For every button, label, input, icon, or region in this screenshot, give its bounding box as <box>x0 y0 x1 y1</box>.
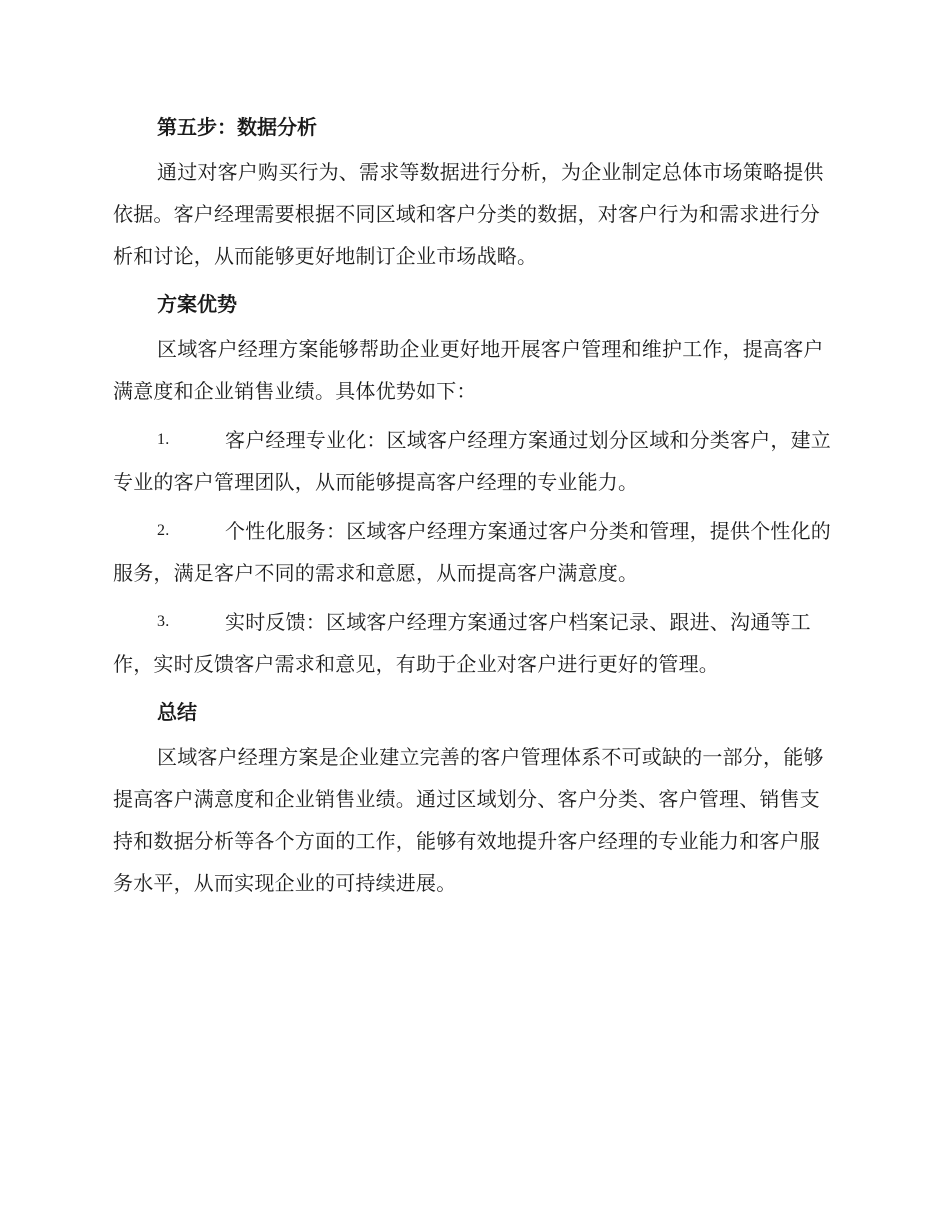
step5-paragraph: 通过对客户购买行为、需求等数据进行分析，为企业制定总体市场策略提供依据。客户经理需要根据不同区域和客户分类的数据，对客户行为和需求进行分析和讨论，从而能够更好地制订企业市场战略。 <box>113 160 824 268</box>
step5-heading: 第五步：数据分析 <box>157 115 317 139</box>
summary-heading: 总结 <box>157 700 197 724</box>
advantage-item-3 <box>113 601 835 685</box>
document-page <box>113 107 835 911</box>
list-number: 3. <box>157 613 170 630</box>
list-number: 2. <box>157 522 170 539</box>
list-number: 1. <box>157 431 170 448</box>
summary-paragraph: 区域客户经理方案是企业建立完善的客户管理体系不可或缺的一部分，能够提高客户满意度和企业销售业绩。通过区域划分、客户分类、客户管理、销售支持和数据分析等各个方面的工作，能够有效地提升客户经理的专业能力和客户服务水平，从而实现企业的可持续进展。 <box>113 745 824 895</box>
advantages-intro-paragraph: 区域客户经理方案能够帮助企业更好地开展客户管理和维护工作，提高客户满意度和企业销售业绩。具体优势如下： <box>113 337 824 403</box>
advantage-item-1 <box>113 419 835 503</box>
list-item-text: 客户经理专业化：区域客户经理方案通过划分区域和分类客户，建立专业的客户管理团队，从而能够提高客户经理的专业能力。 <box>113 428 831 494</box>
list-item-text: 实时反馈：区域客户经理方案通过客户档案记录、跟进、沟通等工作，实时反馈客户需求和意见，有助于企业对客户进行更好的管理。 <box>113 610 811 676</box>
advantage-item-2 <box>113 510 835 594</box>
advantages-heading: 方案优势 <box>157 292 237 316</box>
list-item-text: 个性化服务：区域客户经理方案通过客户分类和管理，提供个性化的服务，满足客户不同的需求和意愿，从而提高客户满意度。 <box>113 519 831 585</box>
